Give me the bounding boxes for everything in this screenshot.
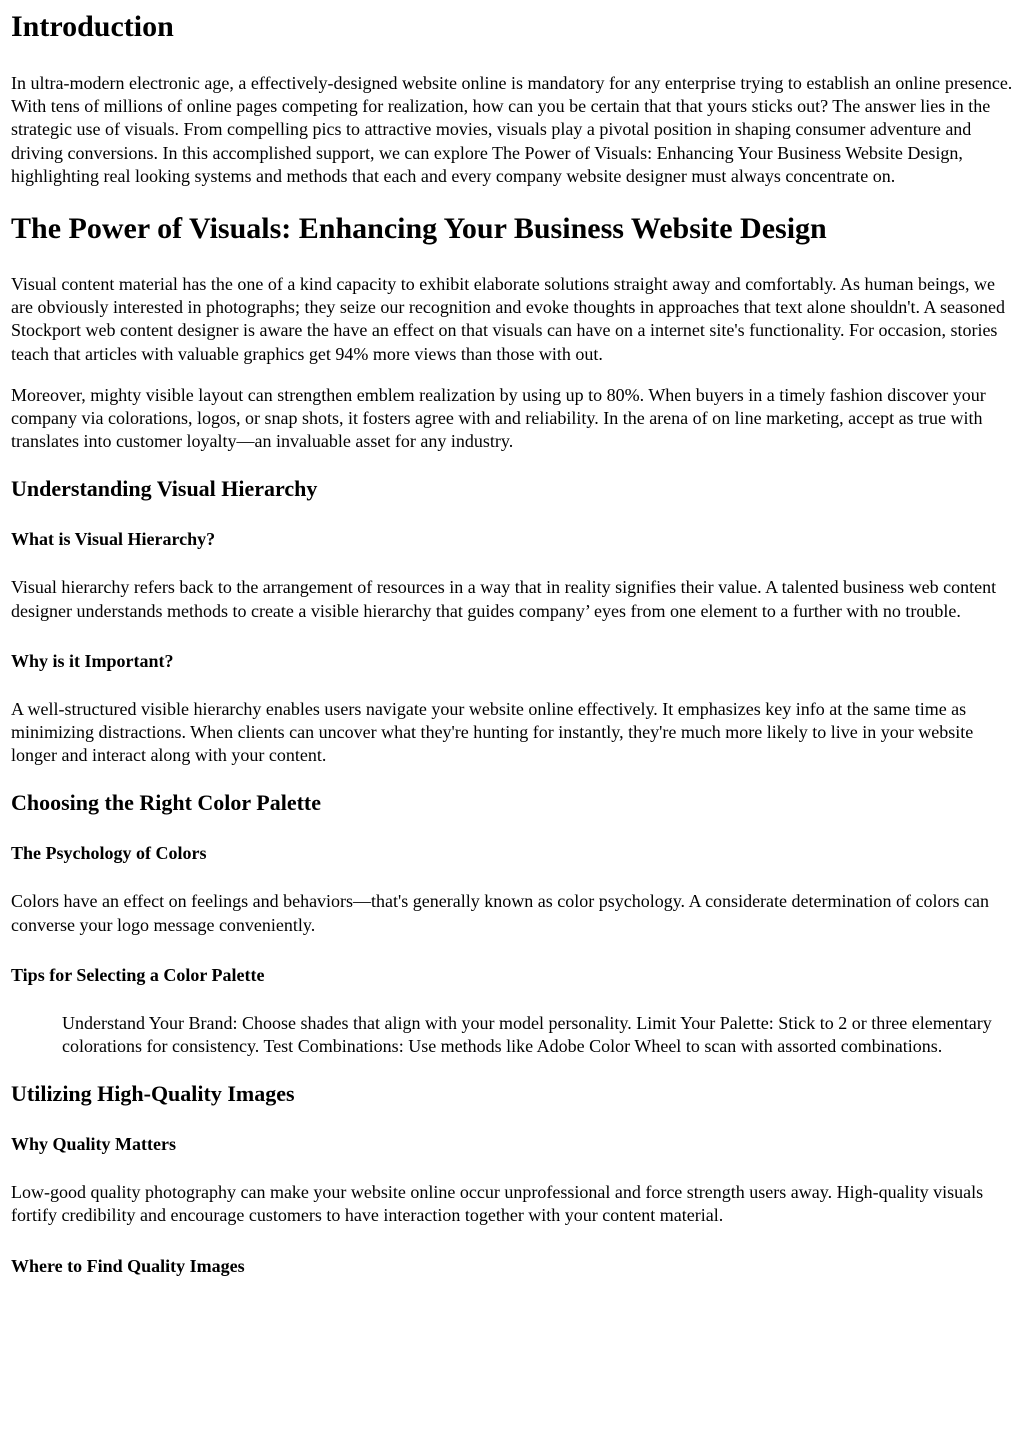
color-palette-tips-quote: Understand Your Brand: Choose shades that align with your model personality. Limit Your Palette: Stick to 2 or three elementary colorations for consistency. Test Combinations: Use methods like Adobe Color Wheel to scan with assorted combinations. (62, 1012, 992, 1057)
why-quality-matters-paragraph: Low-good quality photography can make your website online occur unprofessional and force strength users away. High-quality visuals fortify credibility and encourage customers to have interaction together with your content material. (11, 1182, 984, 1226)
what-is-visual-hierarchy-paragraph: Visual hierarchy refers back to the arrangement of resources in a way that in reality signifies their value. A talented business web content designer understands methods to create a visible hierarchy that guides company’ eyes from one element to a further with no trouble. (11, 577, 997, 621)
why-important-heading: Why is it Important? (11, 650, 174, 671)
color-palette-tips-heading: Tips for Selecting a Color Palette (11, 964, 265, 985)
why-important-paragraph: A well-structured visible hierarchy enables users navigate your website online effectively. It emphasizes key info at the same time as minimizing distractions. When clients can uncover what they're hunting for instantly, they're much more likely to live in your website longer and interact along with your content. (11, 698, 974, 766)
what-is-visual-hierarchy-heading: What is Visual Hierarchy? (11, 529, 216, 550)
intro-paragraph: In ultra-modern electronic age, a effectively-designed website online is mandatory for any enterprise trying to establish an online presence. With tens of millions of online pages competing for realization, how can you be certain that that yours sticks out? The answer lies in the strategic use of visuals. From compelling pics to attractive movies, visuals play a pivotal position in shaping consumer adventure and driving conversions. In this accomplished support, we can explore The Power of Visuals: Enhancing Your Business Website Design, highlighting real looking systems and methods that each and every company website designer must always concentrate on. (11, 73, 1013, 186)
where-to-find-images-heading: Where to Find Quality Images (11, 1255, 245, 1276)
high-quality-images-heading: Utilizing High-Quality Images (11, 1081, 295, 1107)
psychology-of-colors-heading: The Psychology of Colors (11, 843, 207, 864)
power-paragraph-1: Visual content material has the one of a kind capacity to exhibit elaborate solutions straight away and comfortably. As human beings, we are obviously interested in photographs; they seize our recognition and evoke thoughts in approaches that text alone shouldn't. A seasoned Stockport web content designer is aware the have an effect on that visuals can have on a internet site's functionality. For occasion, stories teach that articles with valuable graphics get 94% more views than those with out. (11, 274, 1006, 364)
intro-heading: Introduction (11, 10, 174, 43)
power-of-visuals-heading: The Power of Visuals: Enhancing Your Business Website Design (11, 212, 827, 246)
color-palette-heading: Choosing the Right Color Palette (11, 790, 322, 816)
power-paragraph-2: Moreover, mighty visible layout can strengthen emblem realization by using up to 80%. When buyers in a timely fashion discover your company via colorations, logos, or snap shots, it fosters agree with and reliability. In the arena of on line marketing, accept as true with translates into customer loyalty—an invaluable asset for any industry. (11, 384, 986, 452)
why-quality-matters-heading: Why Quality Matters (11, 1134, 176, 1155)
psychology-of-colors-paragraph: Colors have an effect on feelings and behaviors—that's generally known as color psychology. A considerate determination of colors can converse your logo message conveniently. (11, 891, 989, 935)
visual-hierarchy-heading: Understanding Visual Hierarchy (11, 476, 318, 502)
